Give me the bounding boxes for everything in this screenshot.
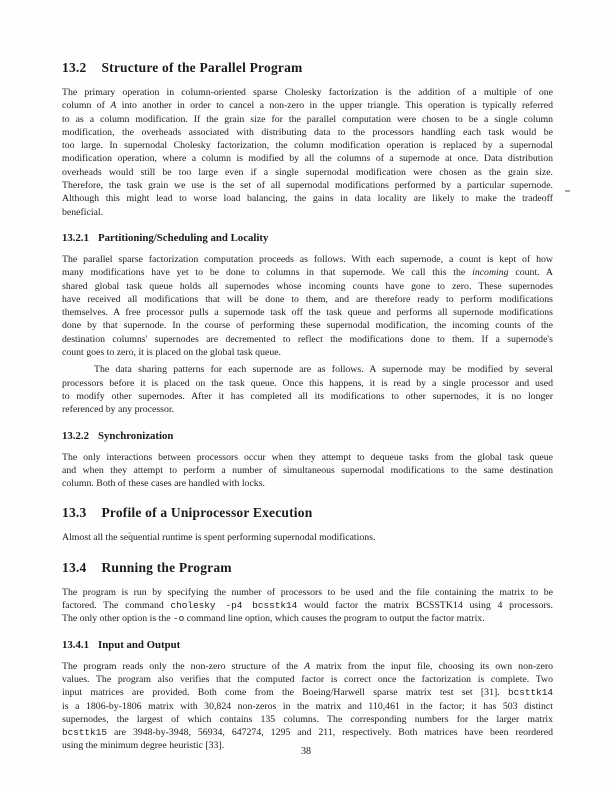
text-line: destination columns' supernodes are decremented to reflect the modifications done to them. If a supernode's: [62, 333, 553, 345]
paragraph: [62, 531, 553, 544]
section-number: 13.4: [62, 559, 87, 575]
paragraph: [62, 660, 553, 753]
section-heading-13-2: [62, 60, 553, 76]
scan-artifact: [128, 532, 131, 534]
paragraph: [62, 586, 553, 626]
section-title: Profile of a Uniprocessor Execution: [101, 505, 313, 521]
text-line: done by that supernode. In the course of performing these supernodal modification, the incoming counts of the: [62, 320, 553, 332]
section-number: 13.4.1: [62, 638, 89, 651]
text-line: column of A into another in order to cancel a non-zero in the upper triangle. This operation is typically referred: [62, 100, 553, 112]
code-text: -o: [173, 613, 185, 625]
code-text: bcsttk14: [507, 687, 553, 699]
text-line: to modify other supernodes. After it has completed all its modifications to other supernodes, it is no longer: [62, 390, 553, 402]
text-line: too large. In supernodal Cholesky factorization, the column modification operation is replaced by a supernodal: [62, 140, 553, 152]
code-text: bcsttk15: [62, 727, 108, 739]
text-line: shared global task queue holds all supernodes whose incoming counts have gone to zero. These supernodes: [62, 280, 553, 292]
paragraph: [62, 363, 553, 416]
section-title: Partitioning/Scheduling and Locality: [98, 231, 269, 244]
text-line: The parallel sparse factorization computation proceeds as follows. With each supernode, a count is kept of how: [62, 253, 553, 265]
text-line: Almost all the sequential runtime is spent performing supernodal modifications.: [62, 532, 376, 544]
section-number: 13.3: [62, 505, 87, 521]
text-line: many modifications have yet to be done to columns in that supernode. We call this the incoming count. A: [62, 267, 553, 279]
italic-text: A: [110, 100, 117, 112]
paragraph: [62, 451, 553, 491]
paragraph: [62, 253, 553, 359]
paragraph: [62, 86, 553, 219]
text-line: using the minimum degree heuristic [33].: [62, 740, 225, 752]
text-line: The program reads only the non-zero structure of the A matrix from the input file, choosing its own non-zero: [62, 660, 553, 672]
page-content: [62, 60, 553, 753]
section-heading-13-2-1: [62, 232, 553, 244]
italic-text: A: [304, 660, 311, 672]
text-line: bcsttk15 are 3948-by-3948, 56934, 647274, 1295 and 211, respectively. Both matrices have been reordered: [62, 727, 553, 739]
text-line: processors before it is placed on the task queue. Once this happens, it is read by a single processor and used: [62, 377, 553, 389]
section-number: 13.2: [62, 60, 87, 75]
text-line: The only other option is the -o command line option, which causes the program to output the factor matrix.: [62, 613, 485, 625]
section-title: Running the Program: [101, 559, 232, 575]
section-heading-13-3: [62, 505, 553, 521]
text-line: have received all modifications that will be done to them, and are therefore ready to perform modifications: [62, 293, 553, 305]
page-number: 38: [301, 746, 311, 757]
text-line: The program is run by specifying the number of processors to be used and the file containing the matrix to be: [62, 586, 553, 598]
text-line: values. The program also verifies that the computed factor is correct once the factorization is complete. Two: [62, 673, 553, 685]
section-number: 13.2.1: [62, 231, 89, 244]
section-title: Synchronization: [98, 429, 174, 442]
text-line: count goes to zero, it is placed on the global task queue.: [62, 347, 282, 359]
text-line: supernodes, the largest of which contains 135 columns. The corresponding numbers for the larger matrix: [62, 713, 553, 725]
text-line: factored. The command cholesky -p4 bcsstk14 would factor the matrix BCSSTK14 using 4 processors.: [62, 600, 553, 612]
text-line: input matrices are provided. Both come from the Boeing/Harwell sparse matrix test set [31]. bcsttk14: [62, 687, 553, 699]
scan-artifact: [565, 190, 570, 192]
section-heading-13-2-2: [62, 430, 553, 442]
text-line: themselves. A free processor pulls a supernode task off the task queue and performs all supernode modifications: [62, 307, 553, 319]
text-line: The data sharing patterns for each supernode are as follows. A supernode may be modified by several: [94, 364, 553, 376]
text-line: modification operation, where a column is modified by all the columns of a supernode at once. Data distribution: [62, 153, 553, 165]
section-heading-13-4-1: [62, 639, 553, 651]
section-title: Input and Output: [98, 638, 181, 651]
text-line: Although this might lead to worse load balancing, the gains in data locality are likely to make the tradeoff: [62, 193, 553, 205]
section-title: Structure of the Parallel Program: [101, 60, 303, 75]
text-line: Therefore, the task grain we use is the set of all supernodal modifications performed by a particular supernode.: [62, 180, 553, 192]
text-line: modification, the overheads associated with distributing data to the processors handling each task would be: [62, 126, 553, 138]
text-line: The only interactions between processors occur when they attempt to dequeue tasks from the global task queue: [62, 451, 553, 463]
code-text: cholesky -p4 bcsstk14: [170, 600, 298, 612]
section-number: 13.2.2: [62, 429, 89, 442]
text-line: and when they attempt to perform a number of simultaneous supernodal modifications to the same destination: [62, 464, 553, 476]
section-heading-13-4: [62, 560, 553, 576]
text-line: beneficial.: [62, 206, 104, 218]
text-line: referenced by any processor.: [62, 404, 175, 416]
text-line: overheads would still be too large even if a single supernodal modification were chosen as the grain size.: [62, 166, 553, 178]
text-line: is a 1806-by-1806 matrix with 30,824 non-zeros in the matrix and 110,461 in the factor; it has 503 distinct: [62, 700, 553, 712]
text-line: column. Both of these cases are handled with locks.: [62, 478, 265, 490]
text-line: The primary operation in column-oriented sparse Cholesky factorization is the addition of a multiple of one: [62, 87, 553, 98]
text-line: to as a column modification. If the grain size for the parallel computation were chosen to be a single column: [62, 113, 553, 125]
italic-text: incoming: [472, 267, 509, 279]
